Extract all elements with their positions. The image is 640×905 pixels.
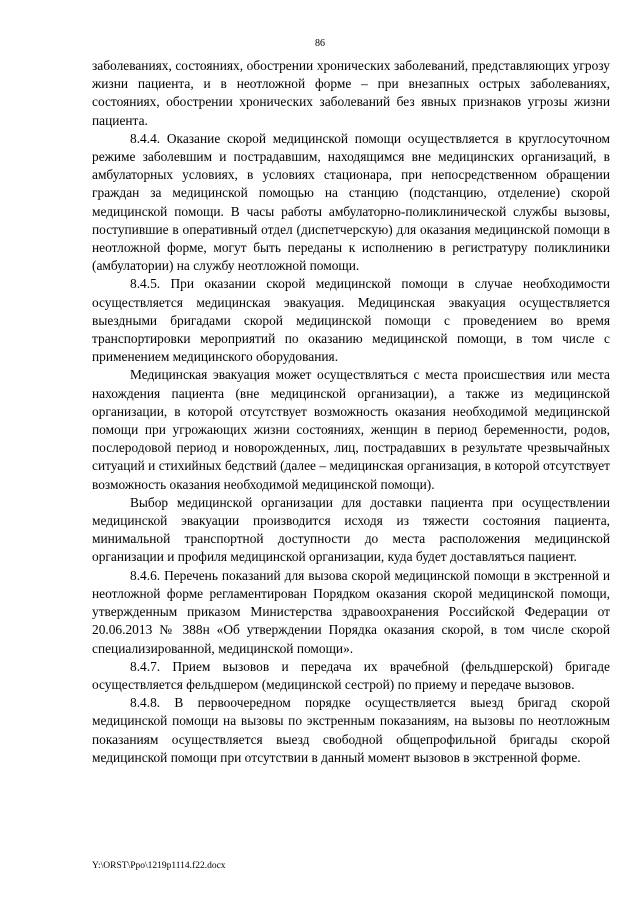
paragraph-8-4-8: 8.4.8. В первоочередном порядке осуществляется выезд бригад скорой медицинской помощи на вызовы по экстренным показаниям, на вызовы по неотложным показаниям осуществляется выезд свободной общепрофильной бригады скорой медицинской помощи при отсутствии в данный момент вызовов в экстренной форме. <box>92 695 610 765</box>
paragraph-8-4-4: 8.4.4. Оказание скорой медицинской помощи осуществляется в круглосуточном режиме заболевшим и пострадавшим, находящимся вне медицинских организаций, в амбулаторных условиях, в условиях стационара, при непосредственном обращении граждан за медицинской помощью на станцию (подстанцию, отделение) скорой медицинской помощи. В часы работы амбулаторно-поликлинической службы вызовы, поступившие в оперативный отдел (диспетчерскую) для оказания медицинской помощи в неотложной форме, могут быть переданы к исполнению в регистратуру поликлиники (амбулатории) на службу неотложной помощи. <box>92 130 610 274</box>
paragraph-8-4-5: 8.4.5. При оказании скорой медицинской помощи в случае необходимости осуществляется медицинская эвакуация. Медицинская эвакуация осуществляется выездными бригадами скорой медицинской помощи с проведением во время транспортировки мероприятий по оказанию медицинской помощи, в том числе с применением медицинского оборудования. <box>92 276 610 365</box>
paragraph-evacuation-places: Медицинская эвакуация может осуществляться с места происшествия или места нахождения пациента (вне медицинской организации), а также из медицинской организации, в которой отсутствует возможность оказания необходимой медицинской помощи при угрожающих жизни состояниях, женщин в период беременности, родов, послеродовой период и новорожденных, лиц, пострадавших в результате чрезвычайных ситуаций и стихийных бедствий (далее – медицинская организация, в которой отсутствует возможность оказания необходимой медицинской помощи). <box>92 367 610 492</box>
footer-file-path: Y:\ORST\Ppo\1219p1114.f22.docx <box>92 861 226 871</box>
document-body <box>92 57 610 767</box>
paragraph-continuation: заболеваниях, состояниях, обострении хронических заболеваний, представляющих угрозу жизни пациента, и в неотложной форме – при внезапных острых заболеваниях, состояниях, обострении хронических заболеваний без явных признаков угрозы жизни пациента. <box>92 58 610 128</box>
paragraph-organization-choice: Выбор медицинской организации для доставки пациента при осуществлении медицинской эвакуации производится исходя из тяжести состояния пациента, минимальной транспортной доступности до места расположения медицинской организации и профиля медицинской организации, куда будет доставляться пациент. <box>92 494 610 565</box>
paragraph-8-4-6: 8.4.6. Перечень показаний для вызова скорой медицинской помощи в экстренной и неотложной форме регламентирован Порядком оказания скорой медицинской помощи, утвержденным приказом Министерства здравоохранения Российской Федерации от 20.06.2013 № 388н «Об утверждении Порядка оказания скорой, в том числе скорой специализированной, медицинской помощи». <box>92 567 610 656</box>
page-number: 86 <box>315 38 325 49</box>
paragraph-8-4-7: 8.4.7. Прием вызовов и передача их врачебной (фельдшерской) бригаде осуществляется фельдшером (медицинской сестрой) по приему и передаче вызовов. <box>92 658 610 692</box>
